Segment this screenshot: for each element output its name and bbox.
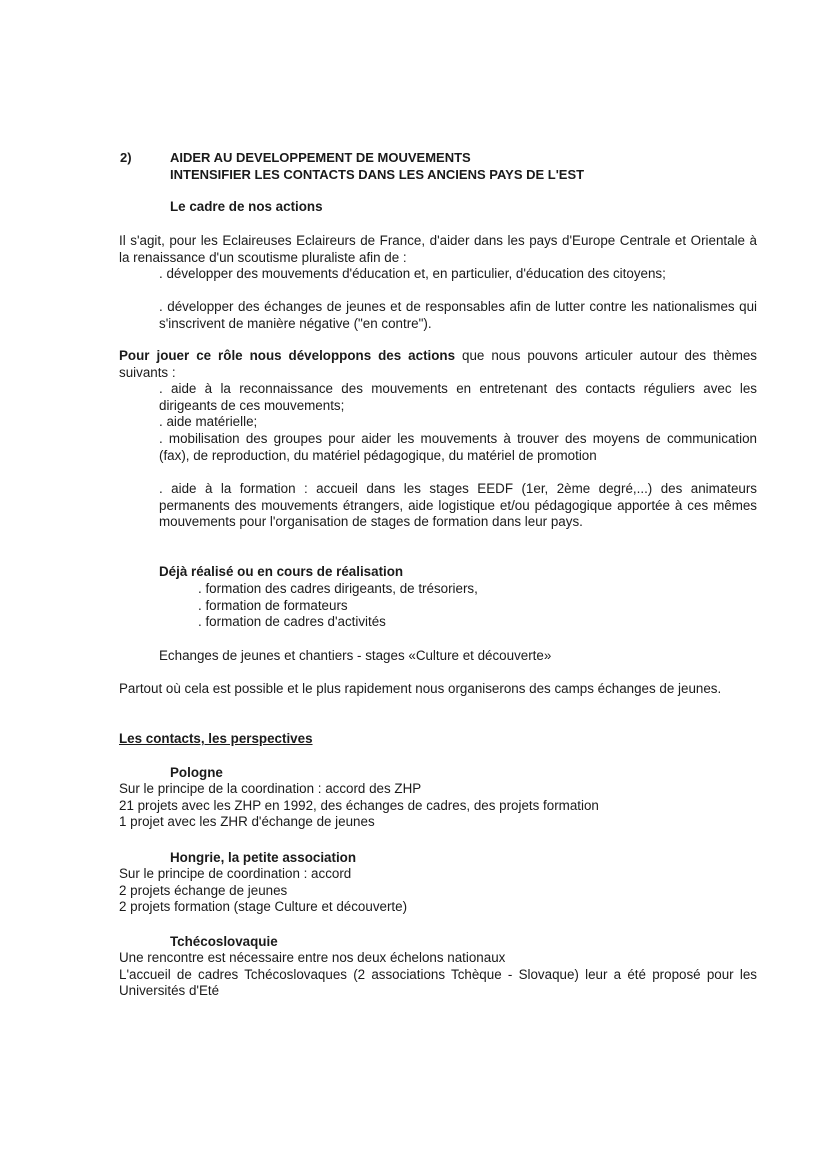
actions-item-4: . aide à la formation : accueil dans les stages EEDF (1er, 2ème degré,...) des animateurs permanents des mouvements étrangers, aide logistique et/ou pédagogique apportée à ces mêmes mouvements pour l'organisation de stages de formation dans leur pays. (159, 481, 757, 530)
actions-intro (119, 348, 757, 381)
realise-list (198, 581, 698, 631)
actions-intro-rest: que nous pouvons articuler autour des thèmes suivants : (119, 348, 757, 380)
section-number: 2) (120, 150, 132, 165)
country-name-tchecoslovaquie: Tchécoslovaquie (170, 934, 278, 949)
pologne-line-1: Sur le principe de la coordination : accord des ZHP (119, 781, 422, 796)
country-lines-pologne (119, 781, 757, 831)
cadre-heading: Le cadre de nos actions (170, 199, 323, 214)
section-title-line-2: INTENSIFIER LES CONTACTS DANS LES ANCIENS PAYS DE L'EST (170, 166, 585, 182)
cadre-item-2: . développer des échanges de jeunes et de responsables afin de lutter contre les nationalismes qui s'inscrivent de manière négative ("en contre"). (159, 299, 757, 331)
cadre-intro: Il s'agit, pour les Eclaireuses Eclaireurs de France, d'aider dans les pays d'Europe Centrale et Orientale à la renaissance d'un scoutisme pluraliste afin de : (119, 233, 757, 265)
echanges-line: Echanges de jeunes et chantiers - stages «Culture et découverte» (159, 648, 552, 663)
actions-item-3: . mobilisation des groupes pour aider les mouvements à trouver des moyens de communication (fax), de reproduction, du matériel pédagogique, du matériel de promotion (159, 431, 757, 463)
hongrie-line-1: Sur le principe de coordination : accord (119, 866, 352, 881)
country-name-hongrie: Hongrie, la petite association (170, 850, 357, 865)
partout-paragraph: Partout où cela est possible et le plus rapidement nous organiserons des camps échanges de jeunes. (119, 681, 722, 696)
country-name-pologne: Pologne (170, 765, 223, 780)
tchecoslovaquie-line-1: Une rencontre est nécessaire entre nos deux échelons nationaux (119, 950, 506, 965)
country-lines-tchecoslovaquie (119, 950, 757, 1000)
hongrie-line-2: 2 projets échange de jeunes (119, 882, 288, 898)
cadre-item-1: . développer des mouvements d'éducation et, en particulier, d'éducation des citoyens; (159, 266, 666, 281)
realise-item-3: . formation de cadres d'activités (198, 614, 386, 630)
section-title (170, 150, 584, 183)
tchecoslovaquie-line-2: L'accueil de cadres Tchécoslovaques (2 associations Tchèque - Slovaque) leur a été proposé pour les Universités d'Eté (119, 966, 757, 999)
hongrie-line-3: 2 projets formation (stage Culture et découverte) (119, 899, 408, 915)
actions-item-2: . aide matérielle; (159, 414, 258, 429)
contacts-heading: Les contacts, les perspectives (119, 731, 313, 746)
section-title-line-1: AIDER AU DEVELOPPEMENT DE MOUVEMENTS (170, 150, 471, 165)
country-lines-hongrie (119, 866, 757, 916)
pologne-line-3: 1 projet avec les ZHR d'échange de jeunes (119, 814, 375, 830)
realise-heading: Déjà réalisé ou en cours de réalisation (159, 564, 404, 579)
pologne-line-2: 21 projets avec les ZHP en 1992, des échanges de cadres, des projets formation (119, 797, 599, 813)
actions-item-1: . aide à la reconnaissance des mouvements en entretenant des contacts réguliers avec les dirigeants de ces mouvements; (159, 381, 757, 413)
actions-intro-bold: Pour jouer ce rôle nous développons des actions (119, 348, 456, 363)
realise-item-1: . formation des cadres dirigeants, de trésoriers, (198, 581, 478, 596)
realise-item-2: . formation de formateurs (198, 597, 348, 613)
